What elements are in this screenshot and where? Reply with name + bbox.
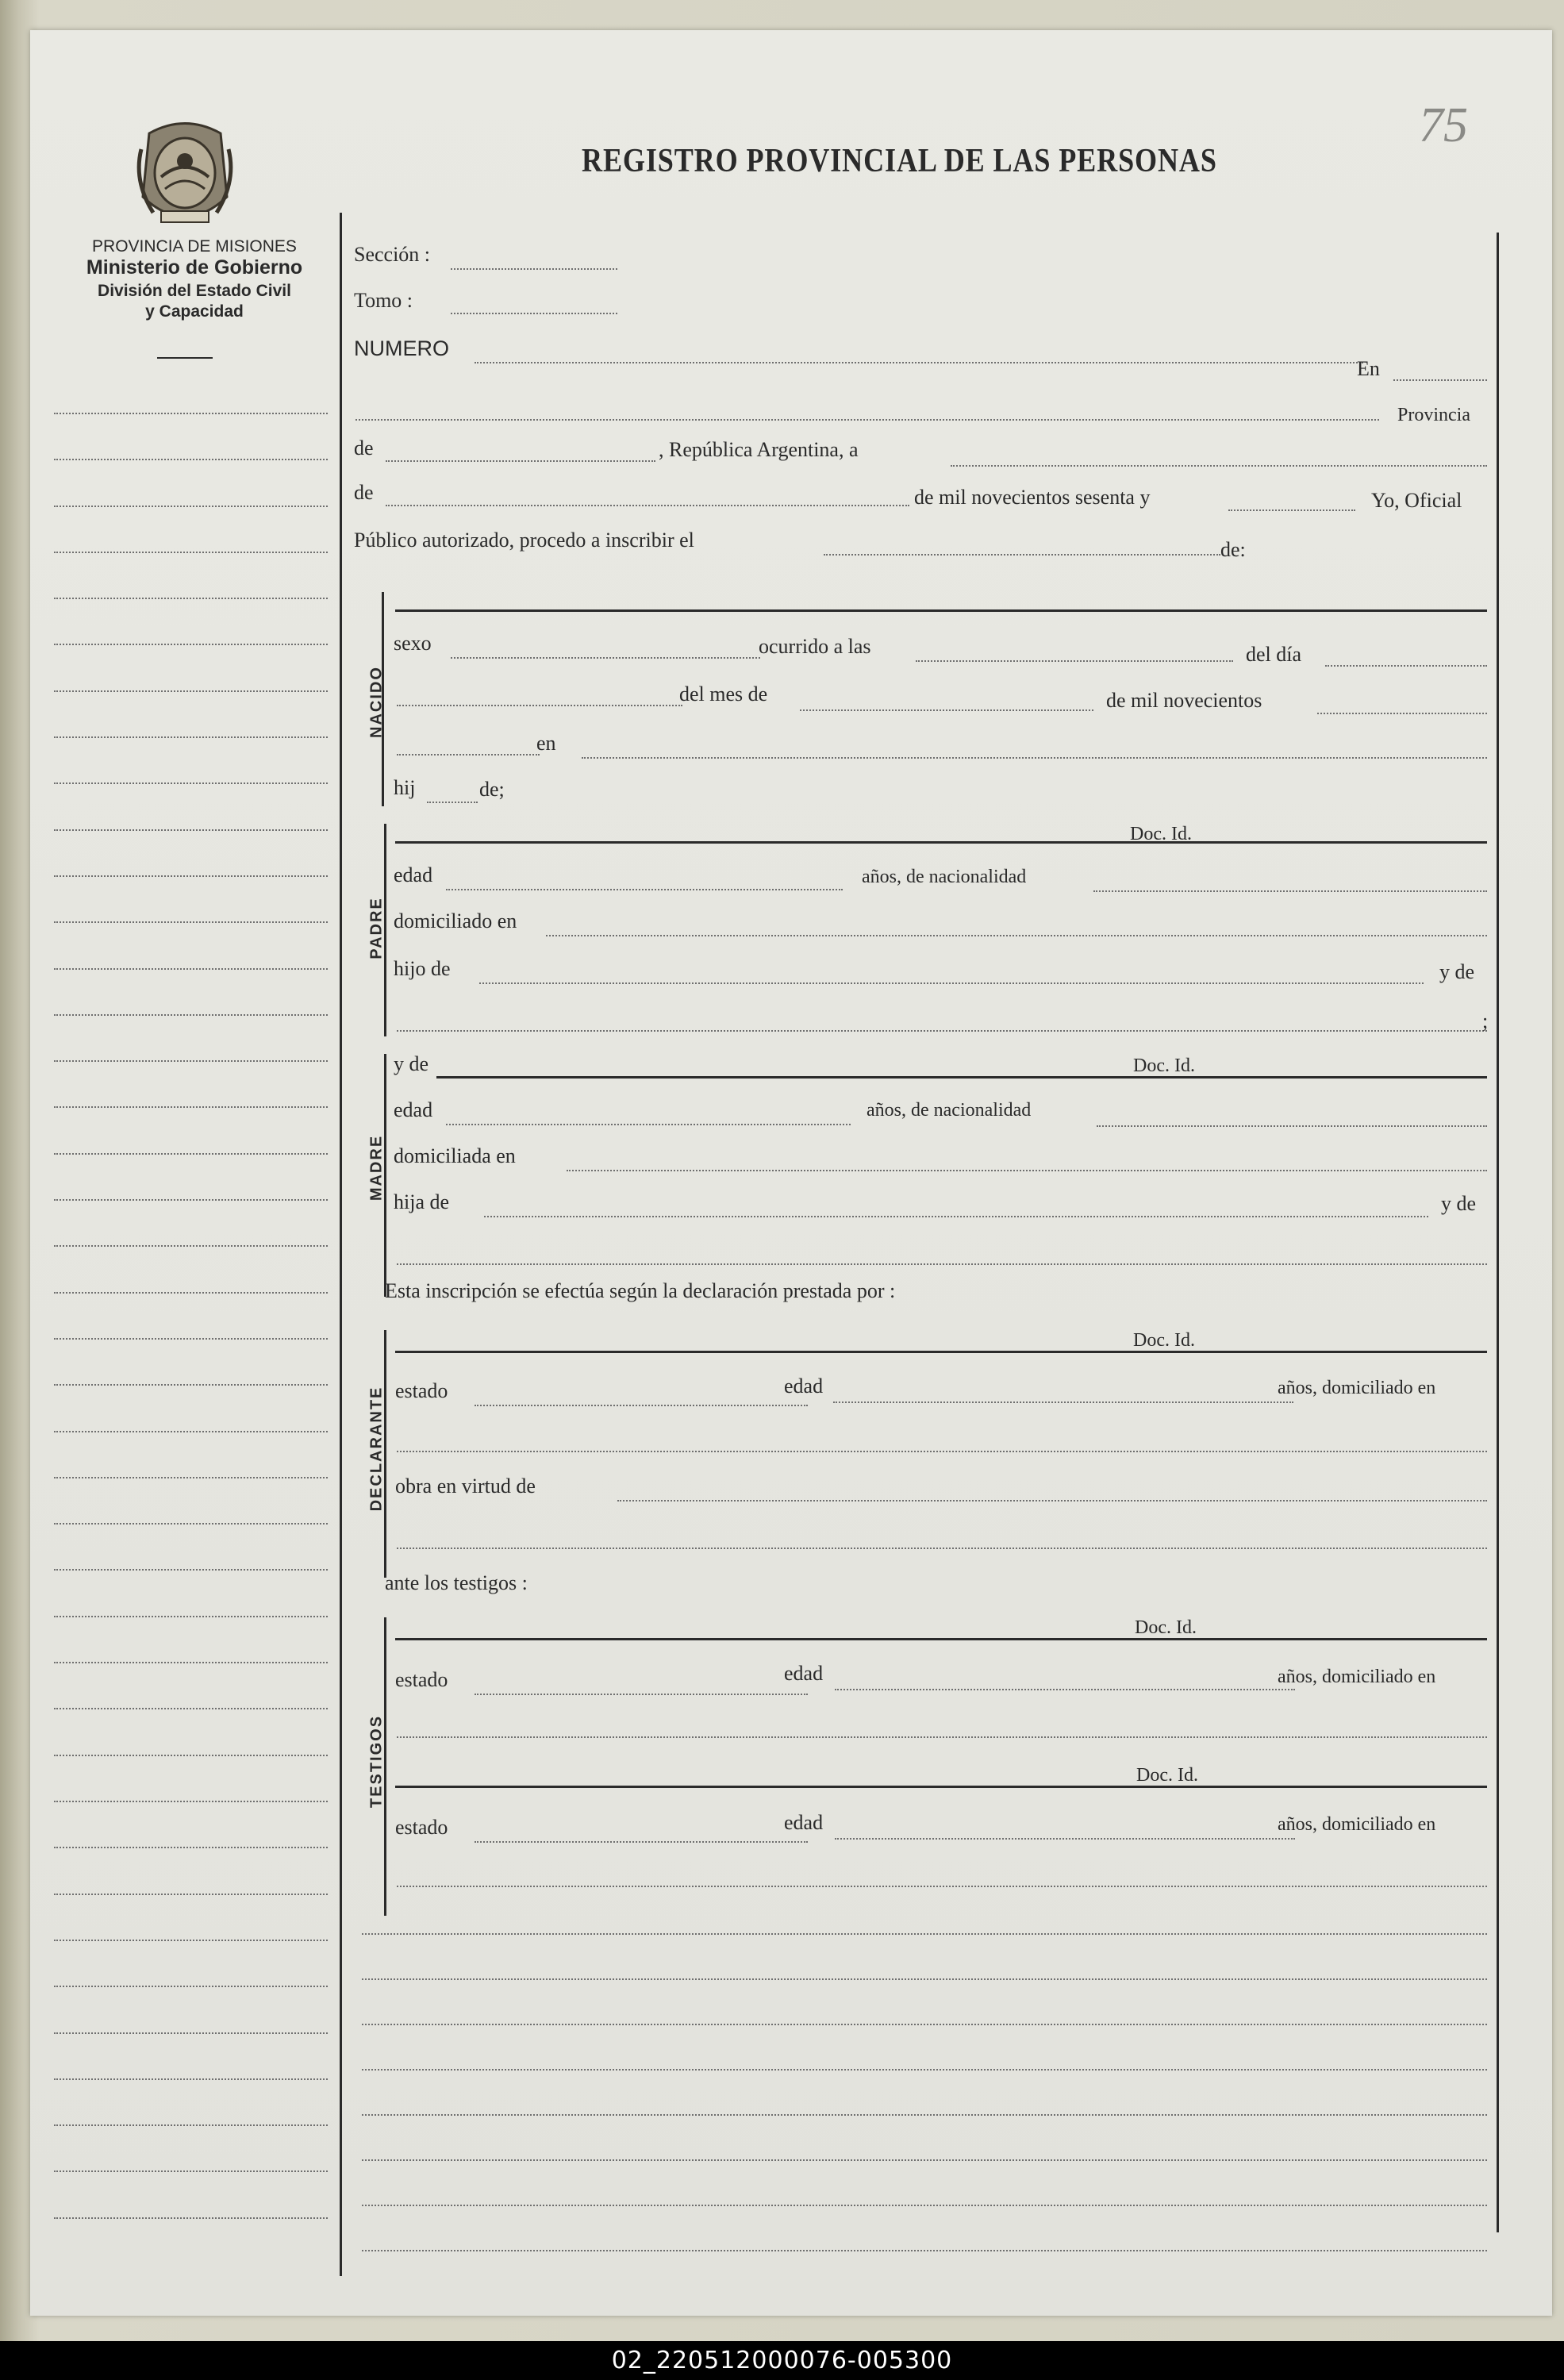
notes-line[interactable] <box>362 1933 1487 1935</box>
en-label-nacido: en <box>536 732 556 755</box>
hijo-de-field[interactable] <box>479 982 1424 984</box>
del-dia-label: del día <box>1246 643 1302 666</box>
margin-line[interactable] <box>54 413 328 414</box>
de-field-1[interactable] <box>386 460 655 462</box>
declarante-edad-field[interactable] <box>833 1401 1293 1403</box>
margin-line[interactable] <box>54 2078 328 2080</box>
padre-doc-label: Doc. Id. <box>1130 824 1192 844</box>
declarante-name-line[interactable] <box>395 1351 1487 1353</box>
madre-nacionalidad-label: años, de nacionalidad <box>867 1100 1032 1121</box>
de-label-2: de <box>354 481 374 504</box>
declarante-domicilio-label: años, domiciliado en <box>1278 1378 1436 1398</box>
dia-field[interactable] <box>1325 665 1487 667</box>
margin-line[interactable] <box>54 1106 328 1108</box>
notes-line[interactable] <box>362 2114 1487 2116</box>
mes-field[interactable] <box>800 709 1093 711</box>
publico-label: Público autorizado, procedo a inscribir el <box>354 529 694 552</box>
tomo-field[interactable] <box>451 313 617 314</box>
madre-name-line[interactable] <box>436 1076 1487 1078</box>
margin-line[interactable] <box>54 1153 328 1155</box>
margin-line[interactable] <box>54 1431 328 1432</box>
obra-field[interactable] <box>617 1500 1487 1501</box>
ano-field[interactable] <box>1228 509 1355 511</box>
del-mes-label: del mes de <box>679 682 768 706</box>
sexo-label: sexo <box>394 632 432 655</box>
institution-line1: PROVINCIA DE MISIONES <box>92 237 297 256</box>
testigo1-edad-label: edad <box>784 1662 824 1685</box>
en-label: En <box>1357 357 1380 380</box>
hija-de-field[interactable] <box>484 1216 1428 1217</box>
margin-line[interactable] <box>54 459 328 460</box>
margin-line[interactable] <box>54 690 328 692</box>
margin-line[interactable] <box>54 921 328 923</box>
testigo2-estado-label: estado <box>395 1816 448 1839</box>
madre-abuela-field[interactable] <box>397 1263 1487 1265</box>
testigo1-edad-field[interactable] <box>835 1689 1295 1690</box>
margin-line[interactable] <box>54 1477 328 1478</box>
margin-line[interactable] <box>54 1940 328 1941</box>
page-number: 75 <box>1419 98 1468 152</box>
obra-label: obra en virtud de <box>395 1475 536 1498</box>
nacido-name-line[interactable] <box>395 609 1487 612</box>
madre-label: MADRE <box>367 1134 386 1202</box>
lugar-pre-field[interactable] <box>397 754 540 756</box>
madre-edad-field[interactable] <box>446 1124 851 1125</box>
testigo2-domicilio-label: años, domiciliado en <box>1278 1814 1436 1835</box>
margin-line[interactable] <box>54 1755 328 1756</box>
margin-line[interactable] <box>54 1847 328 1848</box>
ante-testigos-text: ante los testigos : <box>385 1571 528 1594</box>
testigo1-estado-field[interactable] <box>475 1694 808 1695</box>
padre-name-line[interactable] <box>395 841 1487 844</box>
margin-line[interactable] <box>54 1986 328 1987</box>
notes-line[interactable] <box>362 2250 1487 2251</box>
mil-novecientos-sesenta-label: de mil novecientos sesenta y <box>914 486 1151 509</box>
declarante-estado-label: estado <box>395 1379 448 1402</box>
margin-line[interactable] <box>54 2170 328 2172</box>
institution-line3: División del Estado Civil <box>98 282 291 300</box>
fecha-field[interactable] <box>951 465 1487 467</box>
testigo1-estado-label: estado <box>395 1668 448 1691</box>
notes-line[interactable] <box>362 1978 1487 1980</box>
hijo-de-label: hijo de <box>394 957 451 980</box>
padre-edad-label: edad <box>394 863 433 886</box>
numero-label: NUMERO <box>354 336 449 360</box>
seccion-label: Sección : <box>354 243 431 266</box>
margin-line[interactable] <box>54 1801 328 1802</box>
image-caption: 02_220512000076-005300 <box>0 2341 1564 2380</box>
provincial-seal-icon <box>133 117 236 236</box>
inscripcion-text: Esta inscripción se efectúa según la declaración prestada por : <box>385 1279 896 1302</box>
padre-domicilio-field[interactable] <box>546 935 1487 936</box>
margin-line[interactable] <box>54 736 328 738</box>
margin-line[interactable] <box>54 2217 328 2219</box>
madre-y-de-label: y de <box>1441 1192 1477 1215</box>
margin-line[interactable] <box>54 1245 328 1247</box>
madre-edad-label: edad <box>394 1098 433 1121</box>
hij-de-label: de; <box>479 778 505 801</box>
margin-line[interactable] <box>54 2032 328 2034</box>
notes-line[interactable] <box>362 2205 1487 2206</box>
notes-line[interactable] <box>362 2069 1487 2070</box>
margin-line[interactable] <box>54 1523 328 1525</box>
padre-nacionalidad-field[interactable] <box>1093 890 1487 892</box>
margin-line[interactable] <box>54 644 328 645</box>
nacido-label: NACIDO <box>367 666 386 738</box>
institution-line2: Ministerio de Gobierno <box>86 256 303 279</box>
seccion-field[interactable] <box>451 268 617 270</box>
margin-line[interactable] <box>54 1708 328 1709</box>
padre-edad-field[interactable] <box>446 889 843 890</box>
de-label-1: de <box>354 436 374 459</box>
padre-nacionalidad-label: años, de nacionalidad <box>862 867 1027 887</box>
inscribir-field[interactable] <box>824 554 1220 556</box>
padre-y-de-label: y de <box>1439 960 1475 983</box>
declarante-label: DECLARANTE <box>367 1386 386 1512</box>
margin-line[interactable] <box>54 1384 328 1386</box>
declarante-domicilio-field[interactable] <box>397 1451 1487 1452</box>
ano-nacimiento-field[interactable] <box>1317 713 1487 714</box>
en-field[interactable] <box>1393 379 1487 381</box>
institution-divider <box>157 357 213 359</box>
testigo2-edad-label: edad <box>784 1811 824 1834</box>
de-field-2[interactable] <box>386 505 909 506</box>
hij-label: hij <box>394 776 416 799</box>
hij-field[interactable] <box>427 802 478 803</box>
sexo-field[interactable] <box>451 657 760 659</box>
hija-de-label: hija de <box>394 1190 450 1213</box>
register-page <box>30 30 1552 2316</box>
provincia-label: Provincia <box>1397 405 1470 425</box>
margin-line[interactable] <box>54 1199 328 1201</box>
padre-label: PADRE <box>367 897 386 959</box>
margin-line[interactable] <box>54 1060 328 1062</box>
testigo2-doc-label: Doc. Id. <box>1136 1765 1198 1786</box>
margin-line[interactable] <box>54 598 328 599</box>
margin-line[interactable] <box>54 1292 328 1294</box>
yo-oficial-label: Yo, Oficial <box>1371 489 1462 512</box>
testigo2-domicilio-field[interactable] <box>397 1886 1487 1887</box>
notes-line[interactable] <box>362 2159 1487 2161</box>
page-title: REGISTRO PROVINCIAL DE LAS PERSONAS <box>582 143 1217 179</box>
dia-cont-field[interactable] <box>397 705 682 706</box>
madre-y-de-start: y de <box>394 1052 429 1075</box>
testigo1-doc-label: Doc. Id. <box>1135 1617 1197 1638</box>
testigo2-estado-field[interactable] <box>475 1841 808 1843</box>
obra-cont-field[interactable] <box>397 1548 1487 1549</box>
ocurrido-label: ocurrido a las <box>759 635 871 658</box>
margin-line[interactable] <box>54 552 328 553</box>
right-border <box>1497 233 1499 2232</box>
testigo1-domicilio-field[interactable] <box>397 1736 1487 1738</box>
margin-line[interactable] <box>54 875 328 877</box>
testigo2-name-line[interactable] <box>395 1786 1487 1788</box>
madre-domicilio-label: domiciliada en <box>394 1144 516 1167</box>
hora-field[interactable] <box>916 660 1233 662</box>
testigos-label: TESTIGOS <box>367 1714 386 1809</box>
padre-semicolon: ; <box>1482 1009 1489 1032</box>
testigo2-edad-field[interactable] <box>835 1838 1295 1840</box>
margin-line[interactable] <box>54 1616 328 1617</box>
margin-line[interactable] <box>54 782 328 784</box>
margin-line[interactable] <box>54 2124 328 2126</box>
margin-divider <box>340 213 342 2276</box>
provincia-field[interactable] <box>355 419 1379 421</box>
republica-label: , República Argentina, a <box>659 438 859 461</box>
lugar-field[interactable] <box>582 757 1487 759</box>
padre-domicilio-label: domiciliado en <box>394 909 517 932</box>
tomo-label: Tomo : <box>354 289 413 312</box>
padre-abuela-field[interactable] <box>397 1030 1487 1032</box>
institution-line4: y Capacidad <box>145 302 244 321</box>
de-colon-label: de: <box>1220 538 1246 561</box>
margin-line[interactable] <box>54 1338 328 1340</box>
madre-domicilio-field[interactable] <box>567 1170 1487 1171</box>
declarante-edad-label: edad <box>784 1375 824 1398</box>
margin-line[interactable] <box>54 1014 328 1016</box>
mil-novecientos-label: de mil novecientos <box>1106 689 1262 712</box>
margin-line[interactable] <box>54 1662 328 1663</box>
margin-line[interactable] <box>54 1894 328 1895</box>
notes-line[interactable] <box>362 2024 1487 2025</box>
madre-doc-label: Doc. Id. <box>1133 1055 1195 1076</box>
testigo1-domicilio-label: años, domiciliado en <box>1278 1667 1436 1687</box>
madre-nacionalidad-field[interactable] <box>1097 1125 1487 1127</box>
numero-field[interactable] <box>475 362 1363 363</box>
declarante-estado-field[interactable] <box>475 1405 808 1406</box>
margin-line[interactable] <box>54 968 328 970</box>
margin-line[interactable] <box>54 506 328 507</box>
margin-line[interactable] <box>54 829 328 831</box>
declarante-doc-label: Doc. Id. <box>1133 1330 1195 1351</box>
testigo1-name-line[interactable] <box>395 1638 1487 1640</box>
margin-line[interactable] <box>54 1569 328 1571</box>
